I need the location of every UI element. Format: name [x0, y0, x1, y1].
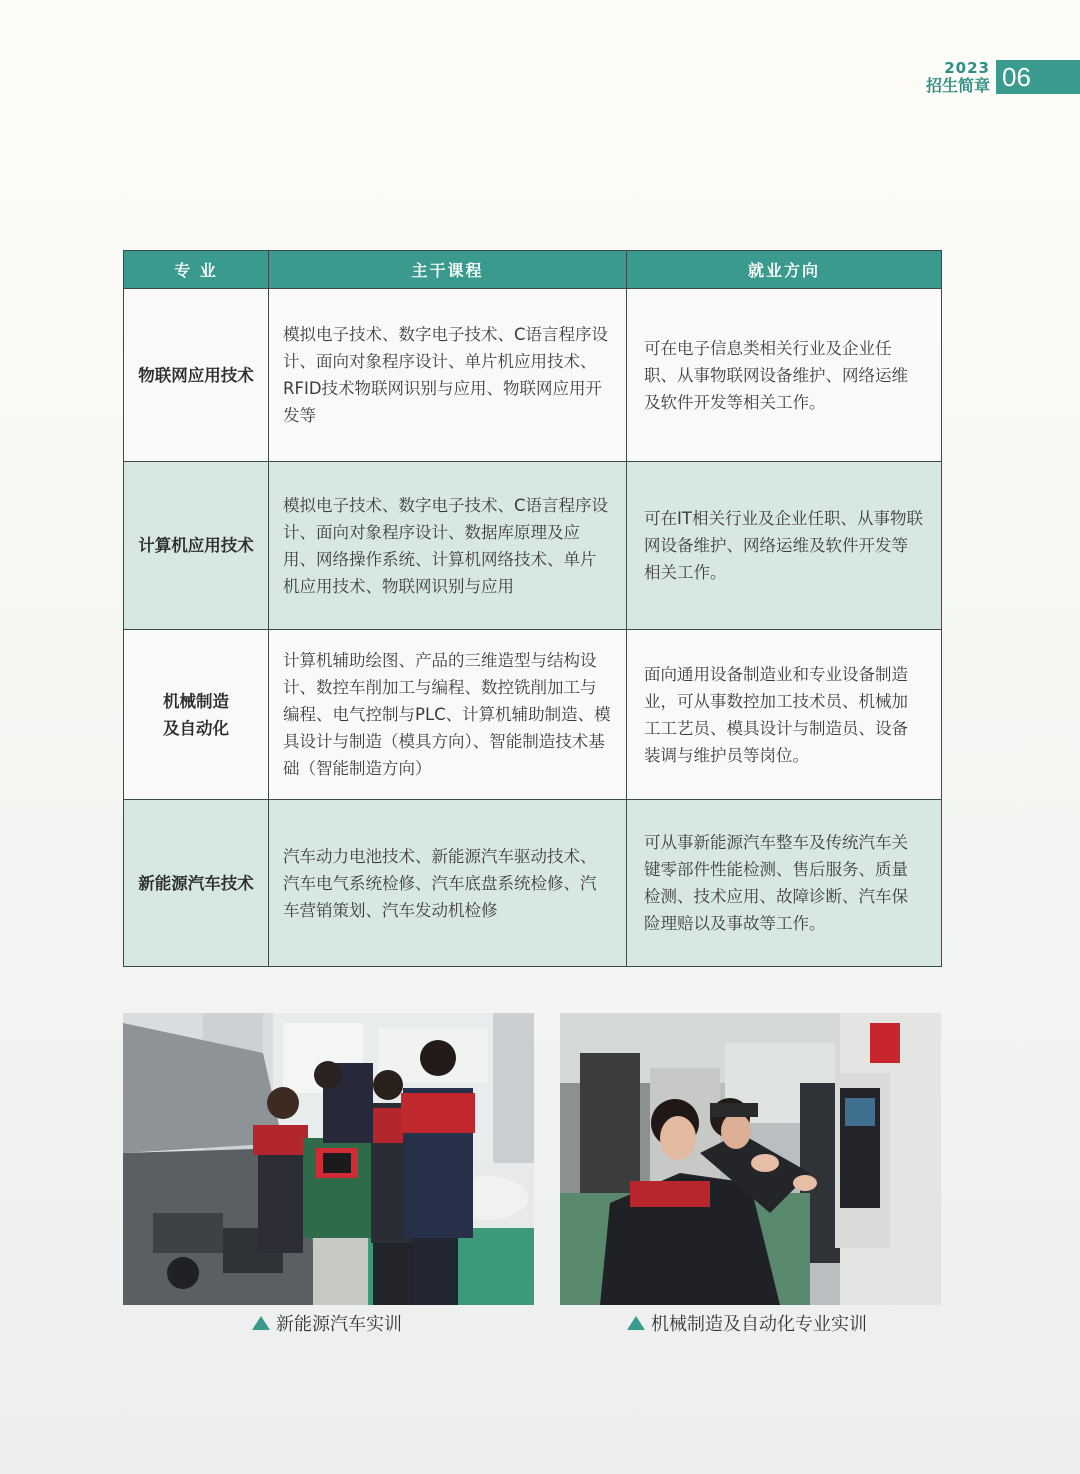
major-cell: 新能源汽车技术 — [124, 800, 269, 967]
courses-cell: 计算机辅助绘图、产品的三维造型与结构设计、数控车削加工与编程、数控铣削加工与编程、电气控制与PLC、计算机辅助制造、模具设计与制造（模具方向）、智能制造技术基础（智能制造方向） — [269, 630, 627, 800]
jobs-cell: 可从事新能源汽车整车及传统汽车关键零部件性能检测、售后服务、质量检测、技术应用、故障诊断、汽车保险理赔以及事故等工作。 — [627, 800, 942, 967]
header-jobs: 就业方向 — [627, 251, 942, 289]
header-title: 招生简章 — [925, 75, 990, 95]
curriculum-table — [123, 250, 942, 967]
courses-cell: 模拟电子技术、数字电子技术、C语言程序设计、面向对象程序设计、数据库原理及应用、网络操作系统、计算机网络技术、单片机应用技术、物联网识别与应用 — [269, 462, 627, 630]
machining-training-caption — [627, 1310, 867, 1336]
table-header-row — [124, 251, 942, 289]
page-number: 06 — [996, 60, 1080, 94]
major-line: 及自动化 — [163, 718, 229, 738]
table-row — [124, 800, 942, 967]
header-text — [925, 58, 990, 95]
jobs-cell: 面向通用设备制造业和专业设备制造业，可从事数控加工技术员、机械加工工艺员、模具设计与制造员、设备装调与维护员等岗位。 — [627, 630, 942, 800]
jobs-cell: 可在电子信息类相关行业及企业任职、从事物联网设备维护、网络运维及软件开发等相关工作。 — [627, 289, 942, 462]
courses-cell: 汽车动力电池技术、新能源汽车驱动技术、汽车电气系统检修、汽车底盘系统检修、汽车营销策划、汽车发动机检修 — [269, 800, 627, 967]
triangle-up-icon — [252, 1316, 270, 1330]
major-line: 机械制造 — [163, 691, 229, 711]
ev-training-caption — [252, 1310, 402, 1336]
header-year: 2023 — [944, 58, 990, 77]
header-courses: 主干课程 — [269, 251, 627, 289]
header-major: 专 业 — [124, 251, 269, 289]
major-cell — [124, 630, 269, 800]
caption-text: 机械制造及自动化专业实训 — [651, 1314, 867, 1335]
table-row — [124, 289, 942, 462]
courses-cell: 模拟电子技术、数字电子技术、C语言程序设计、面向对象程序设计、单片机应用技术、RFID技术物联网识别与应用、物联网应用开发等 — [269, 289, 627, 462]
triangle-up-icon — [627, 1316, 645, 1330]
jobs-cell: 可在IT相关行业及企业任职、从事物联网设备维护、网络运维及软件开发等相关工作。 — [627, 462, 942, 630]
table-row — [124, 462, 942, 630]
caption-text: 新能源汽车实训 — [276, 1314, 402, 1335]
machining-training-photo — [560, 1013, 941, 1305]
page-header — [926, 60, 1080, 94]
major-cell: 计算机应用技术 — [124, 462, 269, 630]
table-row — [124, 630, 942, 800]
major-cell: 物联网应用技术 — [124, 289, 269, 462]
ev-training-photo — [123, 1013, 534, 1305]
